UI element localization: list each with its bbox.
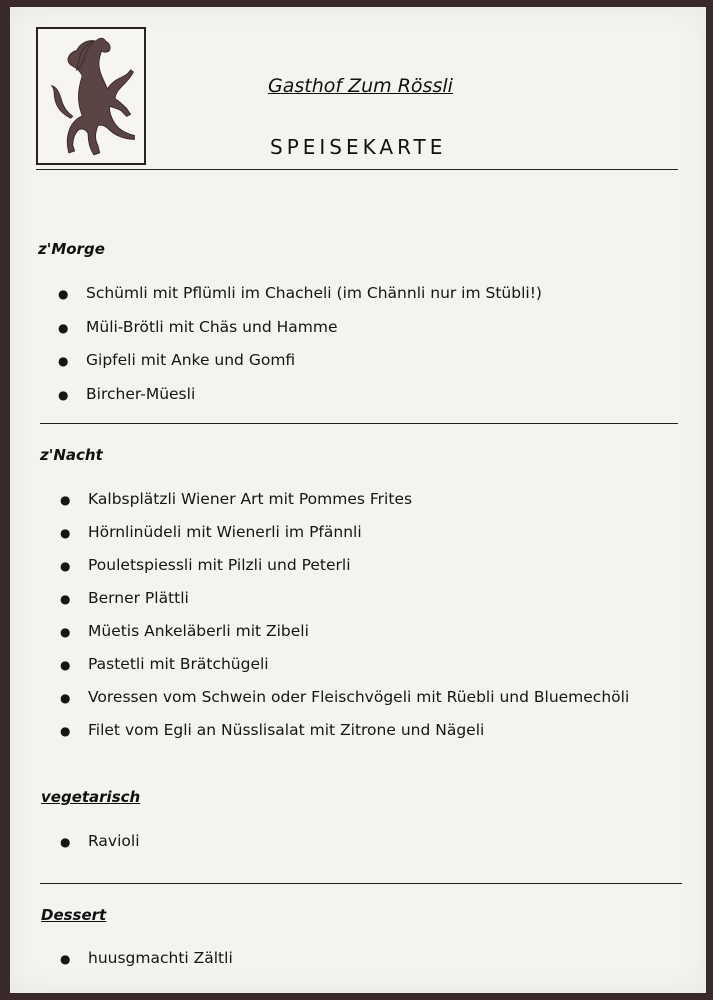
list-item: ● Müli-Brötli mit Chäs und Hamme <box>58 318 338 336</box>
bullet-icon: ● <box>60 493 71 507</box>
section-divider <box>40 423 678 424</box>
list-item: ● Kalbsplätzli Wiener Art mit Pommes Frites <box>60 490 413 508</box>
list-item: ● Schümli mit Pflümli im Chacheli (im Chännli nur im Stübli!) <box>58 284 542 302</box>
bullet-icon: ● <box>60 526 71 540</box>
list-item: ● Ravioli <box>60 832 140 850</box>
bullet-icon: ● <box>58 321 69 335</box>
list-item: ● Voressen vom Schwein oder Fleischvögeli mit Rüebli und Bluemechöli <box>60 688 630 706</box>
section-title-vegetarisch: vegetarisch <box>41 788 141 806</box>
bullet-icon: ● <box>60 625 71 639</box>
list-item: ● Hörnlinüdeli mit Wienerli im Pfännli <box>60 523 362 541</box>
bullet-icon: ● <box>60 952 71 966</box>
restaurant-name: Gasthof Zum Rössli <box>268 75 453 97</box>
list-item: ● Müetis Ankeläberli mit Zibeli <box>60 622 309 640</box>
bullet-icon: ● <box>60 835 71 849</box>
list-item: ● Filet vom Egli an Nüsslisalat mit Zitrone und Nägeli <box>60 721 485 739</box>
list-item: ● Pouletspiessli mit Pilzli und Peterli <box>60 556 351 574</box>
list-item: ● Bircher-Müesli <box>58 385 196 403</box>
bullet-icon: ● <box>60 691 71 705</box>
list-item: ● Gipfeli mit Anke und Gomfi <box>58 351 296 369</box>
menu-page <box>10 7 706 993</box>
bullet-icon: ● <box>58 287 69 301</box>
section-divider <box>40 883 682 884</box>
logo <box>36 27 146 165</box>
list-item: ● huusgmachti Zältli <box>60 949 233 967</box>
menu-title: SPEISEKARTE <box>270 135 447 159</box>
bullet-icon: ● <box>58 388 69 402</box>
rearing-horse-icon <box>38 29 144 163</box>
bullet-icon: ● <box>60 724 71 738</box>
header-divider <box>36 169 678 170</box>
section-title-znacht: z'Nacht <box>40 446 103 464</box>
list-item: ● Pastetli mit Brätchügeli <box>60 655 269 673</box>
bullet-icon: ● <box>58 354 69 368</box>
bullet-icon: ● <box>60 592 71 606</box>
bullet-icon: ● <box>60 658 71 672</box>
list-item: ● Berner Plättli <box>60 589 189 607</box>
bullet-icon: ● <box>60 559 71 573</box>
section-title-dessert: Dessert <box>41 906 107 924</box>
section-title-zmorge: z'Morge <box>38 240 105 258</box>
